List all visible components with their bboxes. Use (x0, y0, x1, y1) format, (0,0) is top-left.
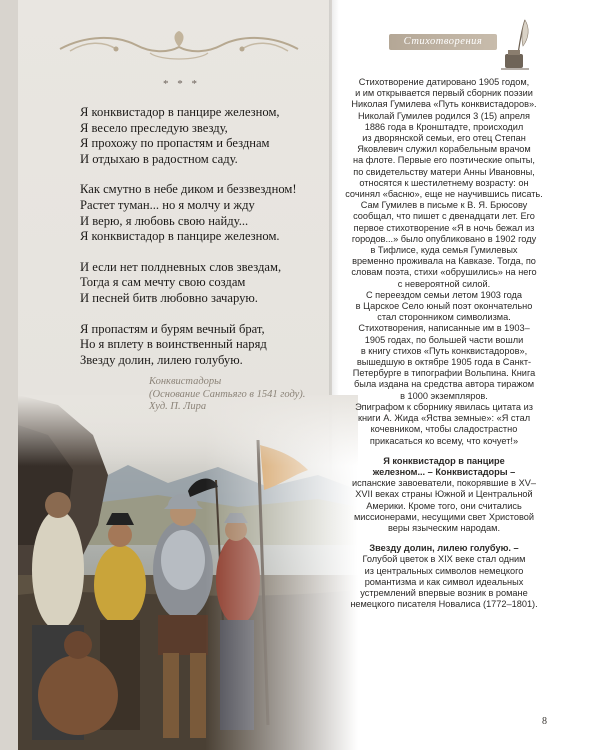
section-header (389, 34, 497, 50)
note-line: и им открывается первый сборник поэзии (355, 88, 533, 99)
note-line: из центральных символов немецкого (364, 565, 524, 576)
note-line: немецкого писателя Новалиса (1772–1801). (350, 599, 538, 610)
note-line: Николая Гумилева «Путь конквистадоров». (351, 99, 537, 110)
caption-subtitle: (Основание Сантьяго в 1541 году). (149, 388, 306, 400)
note-line: 1905 годах, по большей части вошли (364, 334, 524, 345)
poem-line: И если нет полдневных слов звездам, (80, 259, 282, 274)
note-heading: Звезду долин, лилею голубую. – (369, 543, 519, 554)
note-heading: железном... – Конквистадоры – (372, 466, 516, 477)
poem-line: Но я вплету в воинственный наряд (80, 337, 267, 352)
poem-line: Я весело преследую звезду, (80, 120, 228, 135)
note-line: городов...» было опубликовано в 1902 году (351, 233, 537, 244)
note-line: Стихотворения, написанные им в 1903– (358, 323, 530, 334)
note-line: по свидетельству матери Анны Ивановны, (353, 166, 535, 177)
poem-line: Я конквистадор в панцире железном, (80, 105, 280, 119)
note-line: книги А. Жида «Яства земные»: «Я стал (357, 413, 531, 424)
note-line: сообщал, что пишет с двенадцати лет. Его (353, 211, 535, 222)
note-line: XVII веках страны Южной и Центральной (355, 489, 533, 500)
note-heading: Я конквистадор в панцире (383, 455, 505, 466)
caption-artist: Худ. П. Лира (149, 401, 207, 412)
note-line: Яковлевич служил корабельным врачом (357, 144, 531, 155)
caption-title: Конквистадоры (149, 376, 222, 387)
poem (80, 105, 320, 383)
poem-line: И отдыхаю в радостном саду. (80, 151, 238, 166)
note-line: из дворянской семьи, его отец Степан (362, 133, 526, 144)
note-line: Сам Гумилев в письме к В. Я. Брюсову (360, 200, 528, 211)
note-line: Эпиграфом к сборнику явилась цитата из (355, 401, 533, 412)
note-line: Николай Гумилев родился 3 (15) апреля (357, 110, 531, 121)
stanza-1 (80, 105, 320, 167)
section-header-label: Стихотворения (403, 36, 483, 47)
note-line: была издана на средства автора тиражом (353, 379, 535, 390)
note-line: в Царское Село юный поэт окончательно (355, 301, 533, 312)
note-line: Петербурге в типографии Вольпина. Книга (352, 368, 536, 379)
poem-line: Как смутно в небе диком и беззвездном! (80, 182, 297, 197)
bio-paragraph (344, 77, 544, 447)
poem-line: Я пропастям и бурям вечный брат, (80, 321, 265, 336)
note-line: веры языческим народам. (388, 522, 500, 533)
note-line: в 1000 экземпляров. (400, 390, 488, 401)
poem-line: И песней битв любовно зачарую. (80, 290, 258, 305)
stanza-4 (80, 322, 320, 369)
note-line: первое стихотворение «Я в ночь бежал из (353, 222, 535, 233)
note-line: вышедшую в октябре 1905 года в Санкт- (356, 357, 532, 368)
note-line: испанские завоеватели, покорявшие в XV– (352, 478, 536, 489)
page-number: 8 (542, 716, 547, 727)
section-separator: * * * (163, 78, 200, 90)
note-line: стал сторонником символизма. (377, 312, 511, 323)
note-line: Голубой цветок в XIX веке стал одним (362, 554, 526, 565)
note-line: с невероятной силой. (397, 278, 491, 289)
stanza-3 (80, 260, 320, 307)
paragraph-gap (344, 534, 544, 543)
note-line: словам поэта, стихи «обрушились» на него (351, 267, 537, 278)
note-line: прикасаться ко всему, что кочует!» (369, 435, 519, 446)
note-line: С переездом семьи летом 1903 года (365, 289, 522, 300)
poem-line: Растет туман... но я молчу и жду (80, 197, 255, 212)
note-line: на флоте. Первые его поэтические опыты, (353, 155, 535, 166)
note-line: относятся к шестилетнему возрасту: он (359, 177, 529, 188)
flourish-ornament (56, 27, 302, 67)
note-line: Стихотворение датировано 1905 годом, (358, 77, 530, 87)
inkwell-quill-icon (499, 18, 533, 72)
note-line: временно проживала на Кавказе. Тогда, по (352, 256, 536, 267)
note-line: в Тифлисе, куда семья Гумилевых (370, 245, 518, 256)
paragraph-gap (344, 447, 544, 456)
note-line: Америки. Кроме того, они считались (366, 500, 522, 511)
note-line: романтизма и как символ идеальных (364, 576, 524, 587)
stanza-2 (80, 182, 320, 244)
note-blue-flower (344, 543, 544, 610)
poem-line: Звезду долин, лилею голубую. (80, 352, 243, 367)
note-line: устремлений впервые возник в романе (360, 587, 528, 598)
commentary-column (344, 77, 544, 610)
note-line: миссионерами, несущими свет Христовой (353, 511, 535, 522)
note-line: в книгу стихов «Путь конквистадоров», (360, 345, 528, 356)
poem-line: Я прохожу по пропастям и безднам (80, 136, 270, 151)
note-conquistador (344, 456, 544, 534)
page-edge (0, 0, 18, 750)
conquistadors-painting (18, 395, 358, 750)
note-line: кочевником, чтобы сладострастно (370, 424, 518, 435)
note-line: сочинял «басню», еще не научившись писать. (345, 189, 543, 200)
poem-line: Я конквистадор в панцире железном. (80, 229, 280, 244)
poem-line: И верю, я любовь свою найду... (80, 213, 249, 228)
painting-caption (149, 376, 329, 414)
poem-line: Тогда я сам мечту свою создам (80, 275, 246, 290)
note-line: 1886 года в Кронштадте, происходил (364, 121, 524, 132)
